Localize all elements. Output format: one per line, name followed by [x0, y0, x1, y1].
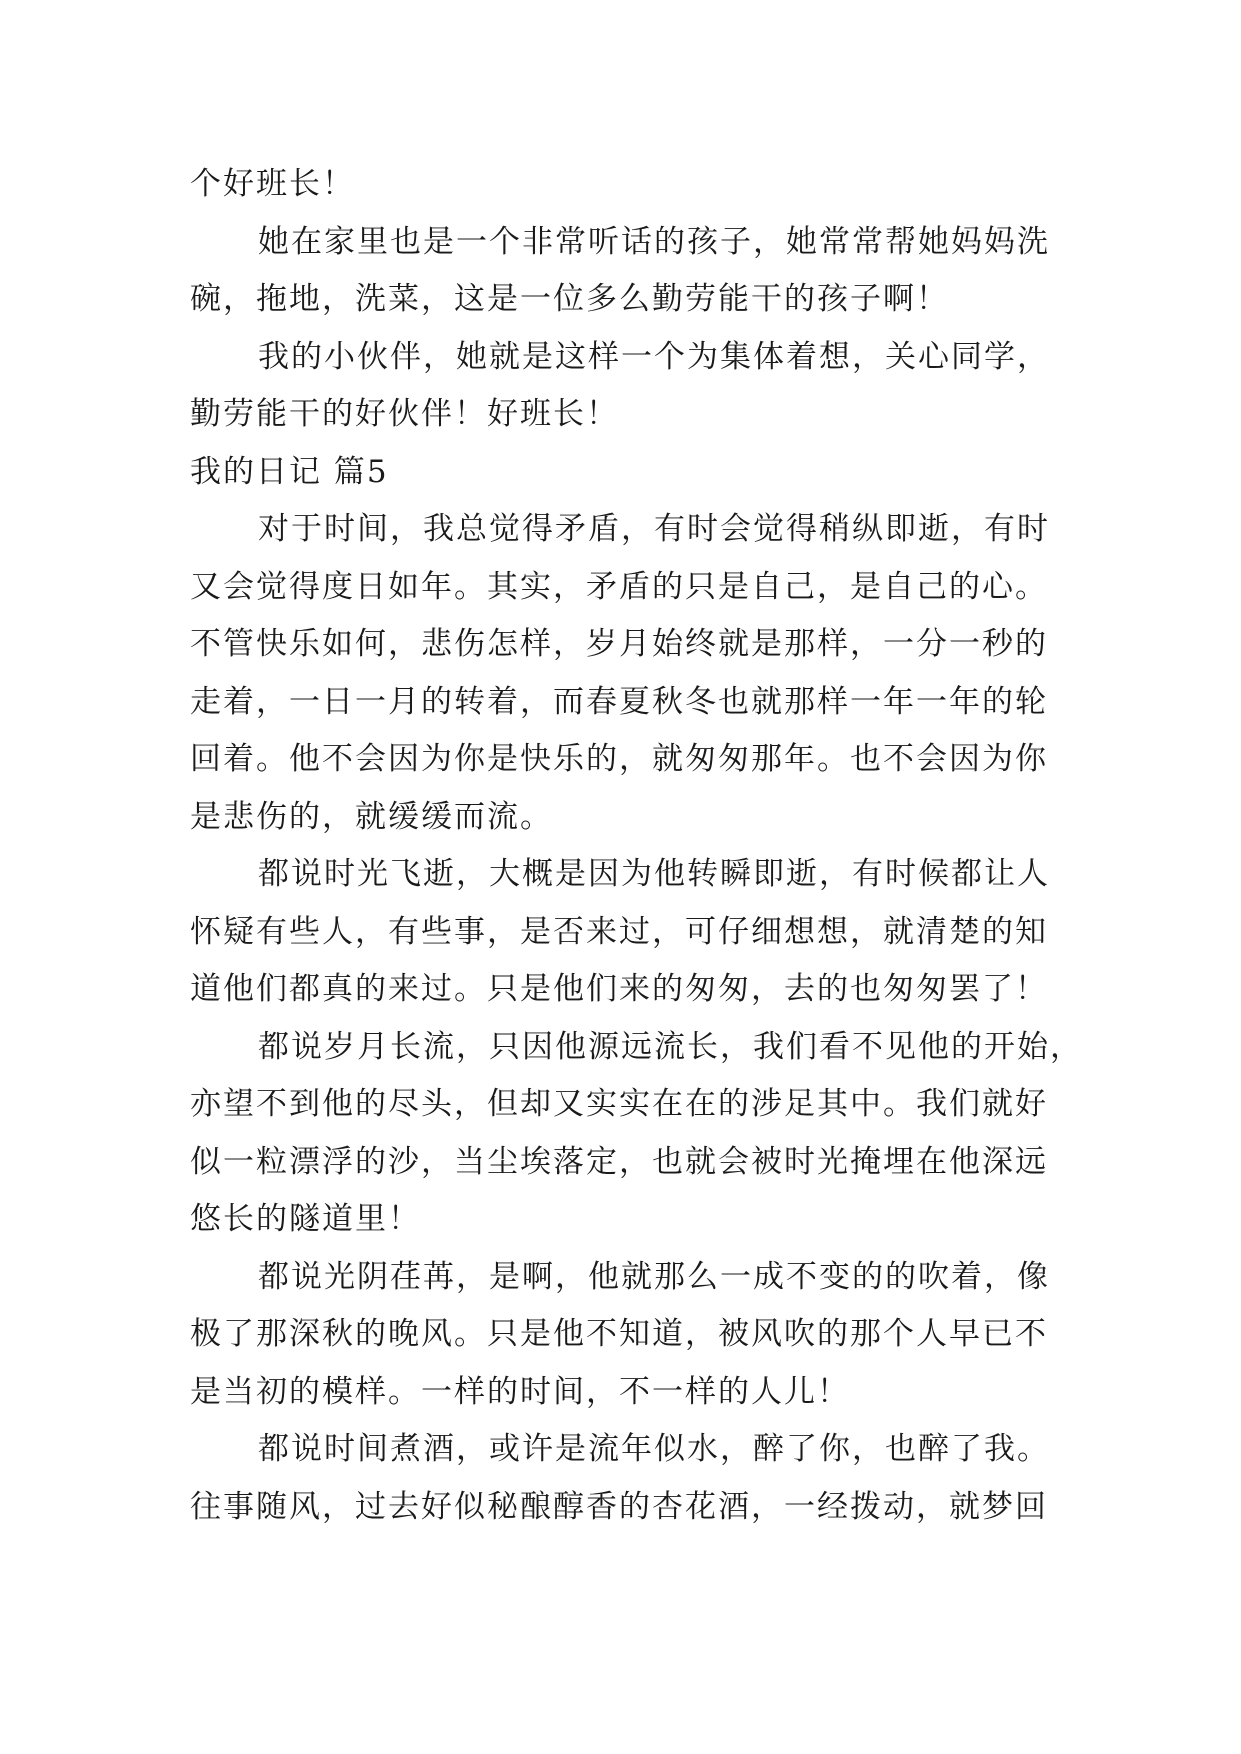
text-line: 不管快乐如何，悲伤怎样，岁月始终就是那样，一分一秒的 — [190, 626, 1048, 662]
text-line: 是悲伤的，就缓缓而流。 — [190, 798, 553, 835]
text-line: 亦望不到他的尽头，但却又实实在在的涉足其中。我们就好 — [190, 1086, 1048, 1122]
text-line: 走着，一日一月的转着，而春夏秋冬也就那样一年一年的轮 — [190, 683, 1048, 720]
text-line: 道他们都真的来过。只是他们来的匆匆，去的也匆匆罢了！ — [190, 971, 1048, 1007]
text-line: 似一粒漂浮的沙，当尘埃落定，也就会被时光掩埋在他深远 — [190, 1143, 1048, 1180]
text-line: 是当初的模样。一样的时间，不一样的人儿！ — [190, 1373, 850, 1410]
text-line: 我的小伙伴，她就是这样一个为集体着想，关心同学， — [258, 338, 1050, 375]
text-line: 往事随风，过去好似秘酿醇香的杏花酒，一经拨动，就梦回 — [190, 1488, 1048, 1525]
text-line: 怀疑有些人，有些事，是否来过，可仔细想想，就清楚的知 — [190, 913, 1048, 950]
text-line: 都说时光飞逝，大概是因为他转瞬即逝，有时候都让人 — [258, 856, 1050, 892]
text-line: 都说岁月长流，只因他源远流长，我们看不见他的开始， — [258, 1028, 1083, 1065]
text-line: 回着。他不会因为你是快乐的，就匆匆那年。也不会因为你 — [190, 741, 1048, 777]
text-line: 极了那深秋的晚风。只是他不知道，被风吹的那个人早已不 — [190, 1316, 1048, 1352]
text-line: 都说光阴荏苒，是啊，他就那么一成不变的的吹着，像 — [258, 1258, 1050, 1295]
text-line: 都说时间煮酒，或许是流年似水，醉了你，也醉了我。 — [258, 1431, 1050, 1467]
text-line: 我的日记 篇5 — [190, 453, 389, 490]
text-line: 悠长的隧道里！ — [190, 1201, 421, 1237]
text-line: 碗，拖地，洗菜，这是一位多么勤劳能干的孩子啊！ — [190, 281, 949, 317]
text-line: 勤劳能干的好伙伴！好班长！ — [190, 396, 619, 432]
text-line: 她在家里也是一个非常听话的孩子，她常常帮她妈妈洗 — [258, 223, 1050, 260]
text-line: 又会觉得度日如年。其实，矛盾的只是自己，是自己的心。 — [190, 568, 1048, 605]
text-line: 个好班长！ — [190, 166, 355, 202]
document-body — [190, 156, 1083, 1536]
text-line: 对于时间，我总觉得矛盾，有时会觉得稍纵即逝，有时 — [258, 511, 1050, 547]
